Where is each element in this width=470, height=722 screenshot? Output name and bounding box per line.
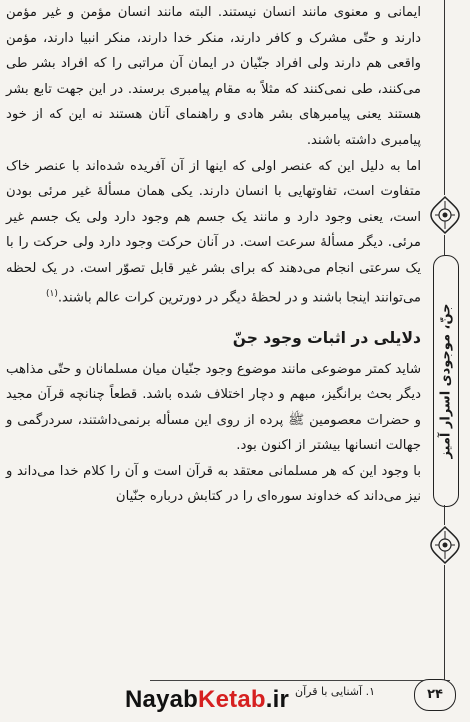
- floral-ornament-icon: [429, 195, 461, 235]
- paragraph-4: با وجود این که هر مسلمانی معتقد به قرآن است و آن را کلام خدا می‌داند و نیز می‌داند که خداوند سوره‌ای را در کتابش درباره جنّیان: [6, 463, 421, 505]
- footnote: ۱. آشنایی با قرآن: [295, 685, 375, 698]
- paragraph-2-text: اما به دلیل این که عنصر اولی که اینها از آن آفریده شده‌اند با عنصر خاک متفاوت است، تفاوتهایی با انسان دارند. یکی همان مسألهٔ غیر مرئی بودن است، یعنی وجود دارد و مانند یک جسم هم وجود دارد ولی یک جسم غیر مرئی. دیگر مسألهٔ سرعت است. در آنان حرکت وجود دارد ولی حرکت را با یک سرعتی انجام می‌دهند که برای بشر غیر قابل تصوّر است. در یک لحظه می‌توانند اینجا باشند و در لحظهٔ دیگر در دورترین کرات عالم باشند.: [6, 158, 421, 305]
- running-title: جنّ، موجودی اسرار آمیز: [438, 303, 454, 459]
- paragraph-2: [6, 154, 421, 311]
- watermark-part-1: Nayab: [125, 686, 199, 713]
- watermark-part-3: .ir: [265, 686, 290, 713]
- footnote-divider: [150, 680, 450, 681]
- floral-ornament-icon: [429, 525, 461, 565]
- side-rule-top: [444, 0, 445, 195]
- paragraph-1: ایمانی و معنوی مانند انسان نیستند. البته مانند انسان مؤمن و غیر مؤمن دارند و حتّی مشرک و کافر دارند، منکر خدا دارند، منکر انبیا دارند، مؤمن واقعی هم دارند ولی افراد جنّیان در ایمان آن مراتبی را که افراد بشر طی می‌کنند، طی نمی‌کنند که مثلاً به مقام پیامبری برسند. در این جهت تابع بشر هستند یعنی پیامبرهای بشر هادی و راهنمای آنان هستند نه این که از خود پیامبری داشته باشند.: [6, 5, 421, 148]
- side-margin-ornament: [425, 0, 465, 700]
- section-heading: دلایلی در اثبات وجود جنّ: [232, 328, 421, 347]
- page-number: ۲۴: [414, 679, 456, 711]
- paragraph-3: شاید کمتر موضوعی مانند موضوع وجود جنّیان میان مسلمانان و حتّی مذاهب دیگر بحث برانگیز، مبهم و دچار اختلاف شده باشد. قطعاً چنانچه قرآن مجید و حضرات معصومین ﷺ پرده از روی این مسأله برنمی‌داشتند، سردرگمی و جهالت انسانها بیشتر از اکنون بود.: [6, 361, 421, 454]
- side-rule-mid-top: [444, 235, 445, 255]
- watermark-part-2: Ketab: [198, 686, 266, 713]
- running-title-box: [433, 255, 459, 507]
- side-rule-bottom: [444, 565, 445, 680]
- footnote-ref: (۱): [45, 288, 58, 299]
- site-watermark: [125, 686, 289, 714]
- main-text-column: [6, 0, 421, 510]
- side-rule-mid-bottom: [444, 505, 445, 525]
